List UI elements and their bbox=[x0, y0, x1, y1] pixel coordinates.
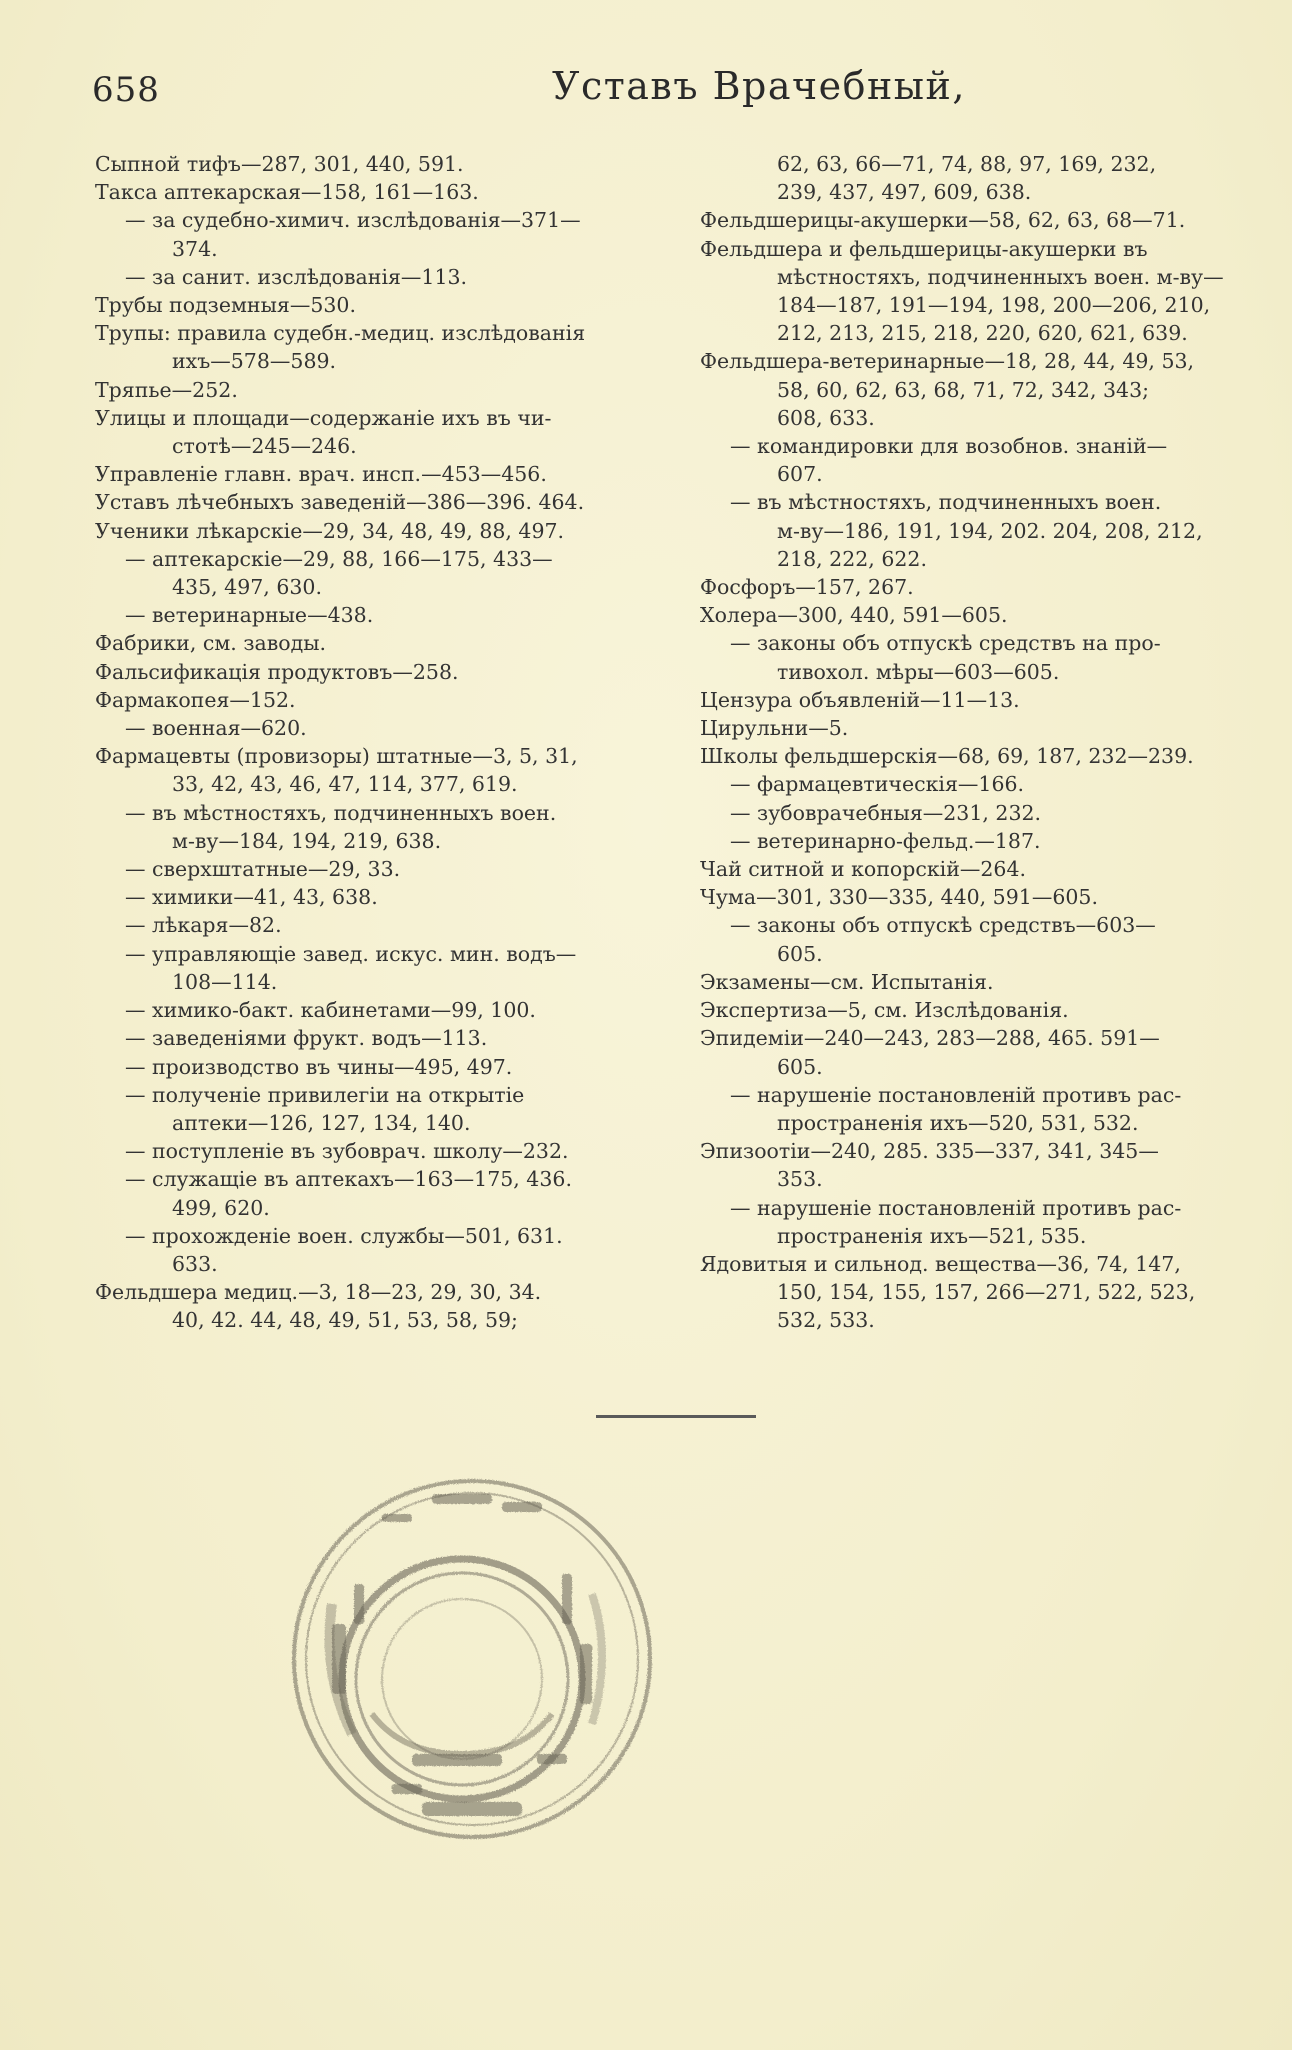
running-title: Уставъ Врачебный, bbox=[552, 64, 966, 108]
index-entry: Фосфоръ—157, 267. bbox=[700, 575, 914, 600]
index-subentry: — за судебно-химич. изслѣдованія—371— bbox=[125, 208, 581, 233]
index-entry-continuation: м-ву—186, 191, 194, 202. 204, 208, 212, bbox=[777, 518, 1203, 543]
index-entry-continuation: 218, 222, 622. bbox=[777, 546, 927, 571]
index-subentry: — нарушеніе постановленій противъ рас- bbox=[730, 1195, 1182, 1220]
section-divider bbox=[596, 1415, 756, 1418]
index-subentry: — законы объ отпускѣ средствъ на про- bbox=[730, 631, 1161, 656]
index-entry-continuation: 353. bbox=[777, 1167, 823, 1192]
index-entry: Управленіе главн. врач. инсп.—453—456. bbox=[95, 462, 547, 487]
index-entry-continuation: 62, 63, 66—71, 74, 88, 97, 169, 232, bbox=[777, 152, 1157, 176]
index-subentry: — въ мѣстностяхъ, подчиненныхъ воен. bbox=[125, 800, 557, 825]
index-column-right bbox=[700, 150, 1265, 1335]
index-entry-continuation: 108—114. bbox=[172, 969, 278, 994]
index-subentry: — сверхштатные—29, 33. bbox=[125, 857, 401, 882]
index-entry: Фельдшерицы-акушерки—58, 62, 63, 68—71. bbox=[700, 208, 1186, 233]
index-subentry: — поступленіе въ зубоврач. школу—232. bbox=[125, 1139, 569, 1164]
index-entry-continuation: пространенія ихъ—521, 535. bbox=[777, 1223, 1087, 1248]
index-subentry: — управляющіе завед. искус. мин. водъ— bbox=[125, 941, 577, 966]
index-entry: Чума—301, 330—335, 440, 591—605. bbox=[700, 885, 1098, 910]
index-entry: Фармацевты (провизоры) штатные—3, 5, 31, bbox=[95, 744, 578, 769]
index-entry-continuation: 33, 42, 43, 46, 47, 114, 377, 619. bbox=[172, 772, 518, 797]
index-entry-continuation: 374. bbox=[172, 236, 218, 261]
index-entry-continuation: 184—187, 191—194, 198, 200—206, 210, bbox=[777, 293, 1211, 318]
index-subentry: — въ мѣстностяхъ, подчиненныхъ воен. bbox=[730, 490, 1162, 515]
index-entry: Уставъ лѣчебныхъ заведеній—386—396. 464. bbox=[95, 490, 585, 515]
index-entry: Улицы и площади—содержаніе ихъ въ чи- bbox=[95, 405, 552, 430]
index-entry: Ядовитыя и сильнод. вещества—36, 74, 147, bbox=[700, 1251, 1181, 1276]
page-header bbox=[92, 62, 1260, 122]
index-entry-continuation: 605. bbox=[777, 941, 823, 966]
index-subentry: — химико-бакт. кабинетами—99, 100. bbox=[125, 998, 536, 1023]
index-subentry: — полученіе привилегіи на открытіе bbox=[125, 1082, 525, 1107]
index-entry-continuation: мѣстностяхъ, подчиненныхъ воен. м-ву— bbox=[777, 264, 1224, 289]
index-column-left bbox=[95, 150, 660, 1335]
index-entry: Чай ситной и копорскій—264. bbox=[700, 857, 1027, 882]
index-entry: Такса аптекарская—158, 161—163. bbox=[95, 180, 479, 205]
page-number: 658 bbox=[92, 70, 160, 110]
index-entry: Трубы подземныя—530. bbox=[95, 293, 356, 318]
index-entry: Тряпье—252. bbox=[95, 377, 238, 402]
index-entry-continuation: 608, 633. bbox=[777, 405, 875, 430]
index-entry: Школы фельдшерскія—68, 69, 187, 232—239. bbox=[700, 744, 1194, 769]
index-entry: Ученики лѣкарскіе—29, 34, 48, 49, 88, 497. bbox=[95, 518, 565, 543]
index-subentry: — ветеринарные—438. bbox=[125, 603, 374, 628]
index-entry-continuation: ихъ—578—589. bbox=[172, 349, 337, 374]
index-subentry: — зубоврачебныя—231, 232. bbox=[730, 800, 1042, 825]
index-entry-continuation: 633. bbox=[172, 1251, 218, 1276]
index-entry-continuation: 40, 42. 44, 48, 49, 51, 53, 58, 59; bbox=[172, 1308, 518, 1333]
index-entry: Трупы: правила судебн.-медиц. изслѣдованія bbox=[95, 321, 586, 346]
index-entry: Холера—300, 440, 591—605. bbox=[700, 603, 1008, 628]
index-entry: Эпидеміи—240—243, 283—288, 465. 591— bbox=[700, 1026, 1160, 1051]
index-subentry: — химики—41, 43, 638. bbox=[125, 885, 378, 910]
index-entry: Фельдшера-ветеринарные—18, 28, 44, 49, 53, bbox=[700, 349, 1195, 374]
index-entry-continuation: аптеки—126, 127, 134, 140. bbox=[172, 1110, 471, 1135]
index-entry-continuation: 435, 497, 630. bbox=[172, 575, 322, 600]
index-entry: Эпизоотіи—240, 285. 335—337, 341, 345— bbox=[700, 1139, 1159, 1164]
index-entry-continuation: стотѣ—245—246. bbox=[172, 434, 357, 459]
index-entry: Цензура объявленій—11—13. bbox=[700, 687, 1020, 712]
index-entry-continuation: 212, 213, 215, 218, 220, 620, 621, 639. bbox=[777, 321, 1188, 346]
index-entry-continuation: 605. bbox=[777, 1054, 823, 1079]
index-subentry: — за санит. изслѣдованія—113. bbox=[125, 264, 468, 289]
index-entry: Фабрики, см. заводы. bbox=[95, 631, 327, 656]
index-subentry: — ветеринарно-фельд.—187. bbox=[730, 828, 1041, 853]
index-subentry: — нарушеніе постановленій противъ рас- bbox=[730, 1082, 1182, 1107]
index-entry-continuation: 239, 437, 497, 609, 638. bbox=[777, 180, 1032, 205]
index-subentry: — законы объ отпускѣ средствъ—603— bbox=[730, 913, 1156, 938]
index-entry: Фармакопея—152. bbox=[95, 687, 296, 712]
index-entry: Экспертиза—5, см. Изслѣдованія. bbox=[700, 998, 1069, 1023]
index-subentry: — прохожденіе воен. службы—501, 631. bbox=[125, 1223, 563, 1248]
index-subentry: — фармацевтическія—166. bbox=[730, 772, 1025, 797]
index-entry-continuation: 150, 154, 155, 157, 266—271, 522, 523, bbox=[777, 1280, 1196, 1305]
index-entry: Фельдшера и фельдшерицы-акушерки въ bbox=[700, 236, 1148, 261]
index-entry-continuation: 607. bbox=[777, 462, 823, 487]
index-subentry: — военная—620. bbox=[125, 716, 307, 741]
index-entry-continuation: тивохол. мѣры—603—605. bbox=[777, 659, 1060, 684]
index-entry-continuation: 532, 533. bbox=[777, 1308, 875, 1333]
index-subentry: — командировки для возобнов. знаній— bbox=[730, 434, 1168, 459]
index-subentry: — служащіе въ аптекахъ—163—175, 436. bbox=[125, 1167, 572, 1192]
index-entry: Фельдшера медиц.—3, 18—23, 29, 30, 34. bbox=[95, 1280, 542, 1305]
index-subentry: — производство въ чины—495, 497. bbox=[125, 1054, 513, 1079]
index-subentry: — заведеніями фрукт. водъ—113. bbox=[125, 1026, 488, 1051]
library-stamp-seal bbox=[262, 1454, 682, 1864]
index-entry: Экзамены—см. Испытанія. bbox=[700, 969, 994, 994]
index-entry-continuation: м-ву—184, 194, 219, 638. bbox=[172, 828, 442, 853]
index-subentry: — аптекарскіе—29, 88, 166—175, 433— bbox=[125, 546, 553, 571]
index-entry: Цирульни—5. bbox=[700, 716, 849, 741]
index-entry-continuation: 58, 60, 62, 63, 68, 71, 72, 342, 343; bbox=[777, 377, 1150, 402]
index-entry-continuation: пространенія ихъ—520, 531, 532. bbox=[777, 1110, 1139, 1135]
index-subentry: — лѣкаря—82. bbox=[125, 913, 282, 938]
index-entry-continuation: 499, 620. bbox=[172, 1195, 270, 1220]
index-entry: Сыпной тифъ—287, 301, 440, 591. bbox=[95, 152, 464, 176]
index-entry: Фальсификація продуктовъ—258. bbox=[95, 659, 459, 684]
